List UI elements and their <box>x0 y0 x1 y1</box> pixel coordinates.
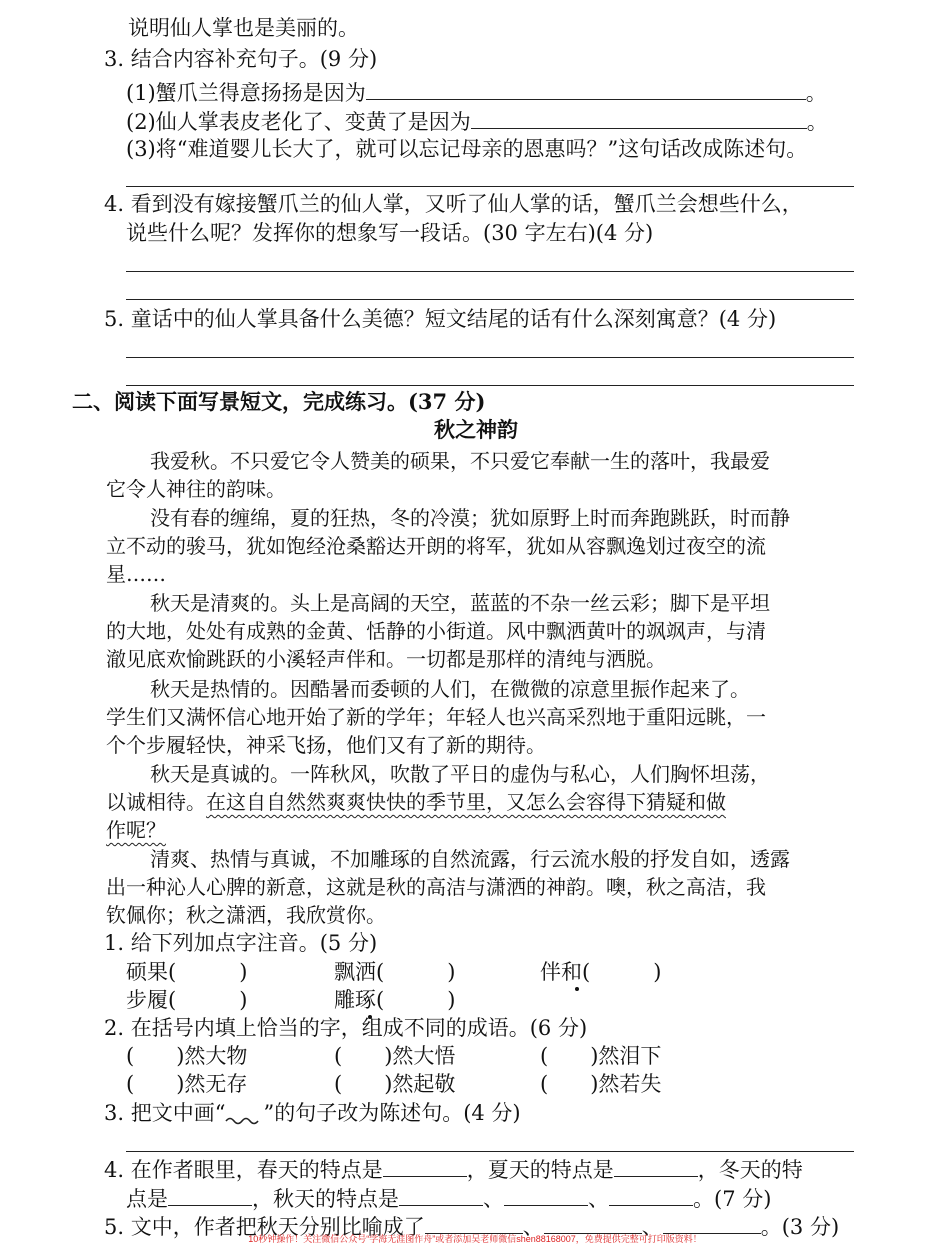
question-text: 5. 文中，作者把秋天分别比喻成了 <box>104 1215 425 1239</box>
question-text: (2)仙人掌表皮老化了、变黄了是因为 <box>126 110 471 134</box>
question-3-2: (2)仙人掌表皮老化了、变黄了是因为 。 <box>126 106 828 136</box>
question-3-3: (3)将“难道婴儿长大了，就可以忘记母亲的恩惠吗？”这句话改成陈述句。 <box>126 137 808 161</box>
question-5: 5. 童话中的仙人掌具备什么美德？短文结尾的话有什么深刻寓意？(4 分) <box>104 307 777 331</box>
question-text: 3. 把文中画“ <box>104 1101 226 1125</box>
question-4-line1: 4. 看到没有嫁接蟹爪兰的仙人掌，又听了仙人掌的话，蟹爪兰会想些什么， <box>104 192 803 216</box>
answer-blank[interactable] <box>663 1211 761 1234</box>
question-text: ”的句子改为陈述句。(4 分) <box>263 1101 521 1125</box>
answer-line[interactable] <box>126 299 854 300</box>
passage-line <box>106 816 166 844</box>
passage-line: 秋天是清爽的。头上是高阔的天空，蓝蓝的不杂一丝云彩；脚下是平坦 <box>150 591 770 615</box>
section-2-heading: 二、阅读下面写景短文，完成练习。(37 分) <box>72 389 486 414</box>
question-3: 3. 结合内容补充句子。(9 分) <box>104 47 378 71</box>
question-text: (1)蟹爪兰得意扬扬是因为 <box>126 81 366 105</box>
answer-line[interactable] <box>126 186 854 187</box>
question-text: ，冬天的特 <box>697 1158 803 1182</box>
pinyin-item[interactable]: 步履( ) <box>126 988 248 1012</box>
passage-line: 我爱秋。不只爱它令人赞美的硕果，不只爱它奉献一生的落叶，我最爱 <box>150 449 770 473</box>
answer-blank[interactable] <box>609 1183 693 1206</box>
question-text: 4. 在作者眼里，春天的特点是 <box>104 1158 383 1182</box>
idiom-item[interactable]: ( )然若失 <box>540 1072 662 1096</box>
passage-line: 立不动的骏马，犹如饱经沧桑豁达开朗的将军，犹如从容飘逸划过夜空的流 <box>106 534 766 558</box>
passage-line: 清爽、热情与真诚，不加雕琢的自然流露，行云流水般的抒发自如，透露 <box>150 847 790 871</box>
passage-line: 钦佩你；秋之潇洒，我欣赏你。 <box>106 903 386 927</box>
question-text: 、 <box>522 1215 544 1239</box>
wavy-underlined-sentence: 在这自自然然爽爽快快的季节里，又怎么会容得下猜疑和做 <box>206 790 726 814</box>
passage-line: 个个步履轻快，神采飞扬，他们又有了新的期待。 <box>106 733 546 757</box>
exercise-4-line2 <box>126 1183 771 1213</box>
passage-line: 的大地，处处有成熟的金黄、恬静的小街道。风中飘洒黄叶的飒飒声，与清 <box>106 619 766 643</box>
passage-line: 秋天是真诚的。一阵秋风，吹散了平日的虚伪与私心，人们胸怀坦荡， <box>150 762 770 786</box>
question-text: 、 <box>588 1187 609 1211</box>
idiom-item[interactable]: ( )然泪下 <box>540 1044 662 1068</box>
footer-watermark: 10秒钟操作！关注微信公众号“学海无涯图作舟”或者添加吴老师微信shen88168007，免费提供完整可打印版资料！ <box>248 1234 702 1244</box>
answer-line[interactable] <box>126 357 854 358</box>
wavy-line-icon <box>225 1114 263 1126</box>
answer-line[interactable] <box>126 385 854 386</box>
question-3-1: (1)蟹爪兰得意扬扬是因为 。 <box>126 77 827 107</box>
emphasis-dot-icon <box>575 987 579 991</box>
pinyin-item[interactable]: 硕果( ) <box>126 960 248 984</box>
answer-blank[interactable] <box>504 1183 588 1206</box>
question-text: 、 <box>483 1187 504 1211</box>
pinyin-item[interactable]: 伴和( ) <box>540 960 662 984</box>
passage-line: 它令人神往的韵味。 <box>106 477 286 501</box>
idiom-item[interactable]: ( )然无存 <box>126 1072 248 1096</box>
question-text: 。(7 分) <box>693 1187 772 1211</box>
answer-line[interactable] <box>126 1151 854 1152</box>
exercise-1: 1. 给下列加点字注音。(5 分) <box>104 931 378 955</box>
passage-title: 秋之神韵 <box>434 417 518 442</box>
exercise-4-line1 <box>104 1154 803 1184</box>
answer-blank[interactable] <box>614 1154 698 1177</box>
answer-blank[interactable] <box>425 1211 523 1234</box>
passage-line: 没有春的缠绵，夏的狂热，冬的冷漠；犹如原野上时而奔跑跳跃，时而静 <box>150 506 790 530</box>
idiom-item[interactable]: ( )然大物 <box>126 1044 248 1068</box>
passage-line: 秋天是热情的。因酷暑而委顿的人们，在微微的凉意里振作起来了。 <box>150 677 750 701</box>
question-text: 、 <box>641 1215 663 1239</box>
answer-blank[interactable] <box>366 77 806 100</box>
wavy-underlined-sentence: 作呢？ <box>106 818 166 842</box>
question-text: ，秋天的特点是 <box>252 1187 399 1211</box>
idiom-item[interactable]: ( )然起敬 <box>334 1072 456 1096</box>
passage-text: 以诚相待。 <box>106 790 206 814</box>
pinyin-item[interactable]: 飘洒( ) <box>334 960 456 984</box>
passage-line: 澈见底欢愉跳跃的小溪轻声伴和。一切都是那样的清纯与洒脱。 <box>106 647 666 671</box>
pinyin-item[interactable]: 雕琢( ) <box>334 988 456 1012</box>
passage-line: 出一种沁人心脾的新意，这就是秋的高洁与潇洒的神韵。噢，秋之高洁，我 <box>106 875 766 899</box>
answer-blank[interactable] <box>168 1183 252 1206</box>
passage-line: 学生们又满怀信心地开始了新的学年；年轻人也兴高采烈地于重阳远眺，一 <box>106 705 766 729</box>
question-text: 点是 <box>126 1187 168 1211</box>
exercise-2: 2. 在括号内填上恰当的字，组成不同的成语。(6 分) <box>104 1016 588 1040</box>
answer-blank[interactable] <box>383 1154 467 1177</box>
answer-blank[interactable] <box>399 1183 483 1206</box>
answer-line[interactable] <box>126 271 854 272</box>
question-text: ，夏天的特点是 <box>466 1158 614 1182</box>
idiom-item[interactable]: ( )然大悟 <box>334 1044 456 1068</box>
exercise-3 <box>104 1099 521 1127</box>
question-text: 。(3 分) <box>760 1215 840 1239</box>
passage-line <box>106 788 726 816</box>
text-line: 说明仙人掌也是美丽的。 <box>128 16 359 40</box>
passage-line: 星…… <box>106 562 166 586</box>
answer-blank[interactable] <box>471 106 807 129</box>
question-4-line2: 说些什么呢？发挥你的想象写一段话。(30 字左右)(4 分) <box>126 221 654 245</box>
answer-blank[interactable] <box>544 1211 642 1234</box>
